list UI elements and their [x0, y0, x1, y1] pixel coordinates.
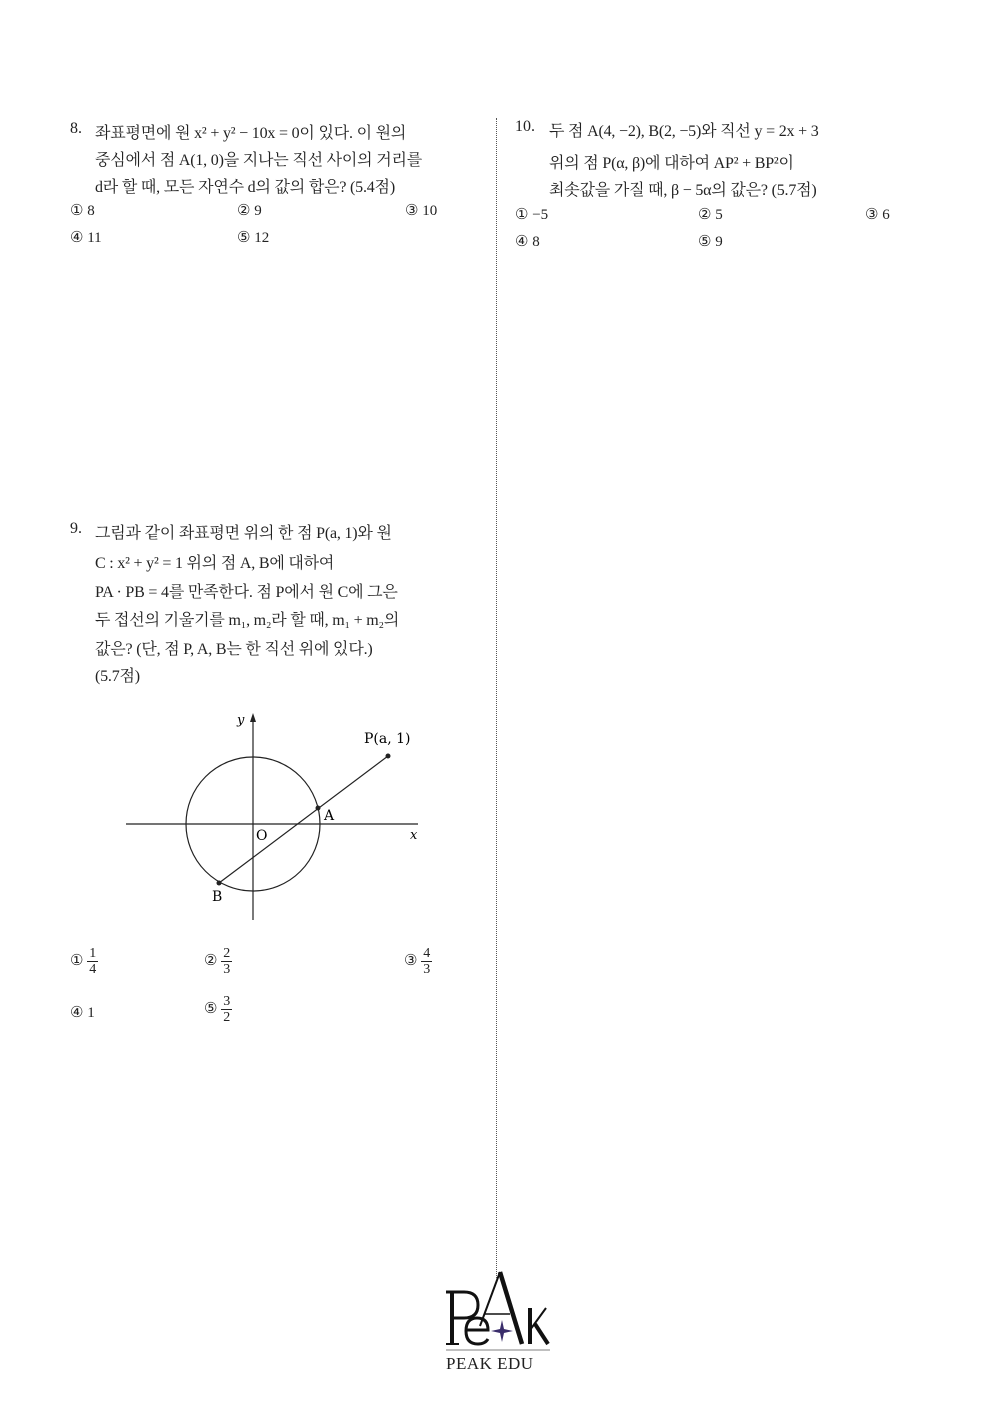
option-4[interactable]: ④ 11: [70, 230, 102, 246]
logo-letter-e: [466, 1318, 488, 1344]
option-mark: ③: [404, 952, 418, 969]
p-label: P(a, 1): [364, 731, 411, 747]
option-mark: ④: [70, 1005, 84, 1021]
fraction: [421, 946, 432, 977]
fraction: [221, 994, 232, 1025]
option-1[interactable]: ① −5: [515, 207, 549, 223]
denominator: 2: [223, 1010, 231, 1025]
question-text: PA · PB = 4를 만족한다. 점 P에서 원 C에 그은: [95, 584, 398, 601]
option-2[interactable]: ② 5: [698, 207, 723, 223]
point-a: [316, 806, 321, 811]
option-2[interactable]: [204, 946, 232, 977]
star-icon: [491, 1320, 513, 1342]
option-3[interactable]: [404, 946, 432, 977]
point-b: [217, 881, 222, 886]
point-p: [386, 754, 391, 759]
b-label: B: [212, 889, 223, 905]
question-number: 10.: [515, 118, 535, 135]
option-5[interactable]: ⑤ 9: [698, 234, 723, 250]
option-5[interactable]: [204, 994, 232, 1025]
y-label: y: [237, 713, 245, 728]
y-axis-arrow-icon: [250, 713, 256, 722]
denominator: 3: [223, 962, 231, 977]
option-5[interactable]: ⑤ 12: [237, 230, 270, 246]
question-number: 9.: [70, 520, 82, 537]
numerator: 3: [223, 994, 231, 1009]
column-divider: [496, 118, 497, 1278]
question-text: 좌표평면에 원 x² + y² − 10x = 0이 있다. 이 원의: [95, 125, 407, 142]
option-mark: ⑤: [204, 1000, 218, 1017]
origin-label: O: [256, 828, 268, 844]
fraction: [221, 946, 232, 977]
numerator: 4: [423, 946, 431, 961]
denominator: 4: [89, 962, 97, 977]
a-label: A: [324, 808, 335, 824]
fraction: [87, 946, 98, 977]
question-text: C : x² + y² = 1 위의 점 A, B에 대하여: [95, 555, 335, 572]
question-text: 최솟값을 가질 때, β − 5α의 값은? (5.7점): [549, 182, 817, 199]
option-4[interactable]: [70, 1003, 95, 1022]
option-1[interactable]: ① 8: [70, 203, 95, 219]
option-1[interactable]: [70, 946, 98, 977]
x-label: x: [410, 828, 418, 843]
denominator: 3: [423, 962, 431, 977]
option-3[interactable]: ③ 10: [405, 203, 438, 219]
option-3[interactable]: ③ 6: [865, 207, 890, 223]
question-text: 두 접선의 기울기를 m₁, m₂라 할 때, m₁ + m₂의: [95, 612, 400, 629]
question-text: 값은? (단, 점 P, A, B는 한 직선 위에 있다.): [95, 641, 373, 658]
option-4[interactable]: ④ 8: [515, 234, 540, 250]
option-value: 1: [87, 1005, 95, 1021]
question-text: 위의 점 P(α, β)에 대하여 AP² + BP²이: [549, 155, 794, 172]
peak-edu-logo: [440, 1268, 554, 1352]
line-pab: [219, 756, 388, 883]
question-text: d라 할 때, 모든 자연수 d의 값의 합은? (5.4점): [95, 179, 395, 196]
option-mark: ①: [70, 952, 84, 969]
option-mark: ②: [204, 952, 218, 969]
option-2[interactable]: ② 9: [237, 203, 262, 219]
brand-name: PEAK EDU: [446, 1354, 534, 1373]
question-text: 두 점 A(4, −2), B(2, −5)와 직선 y = 2x + 3: [549, 123, 819, 140]
numerator: 2: [223, 946, 231, 961]
question-text: 그림과 같이 좌표평면 위의 한 점 P(a, 1)와 원: [95, 525, 392, 542]
numerator: 1: [89, 946, 97, 961]
question-text: (5.7점): [95, 668, 140, 685]
question-number: 8.: [70, 120, 82, 137]
circle-figure: [100, 700, 440, 930]
question-text: 중심에서 점 A(1, 0)을 지나는 직선 사이의 거리를: [95, 152, 422, 169]
